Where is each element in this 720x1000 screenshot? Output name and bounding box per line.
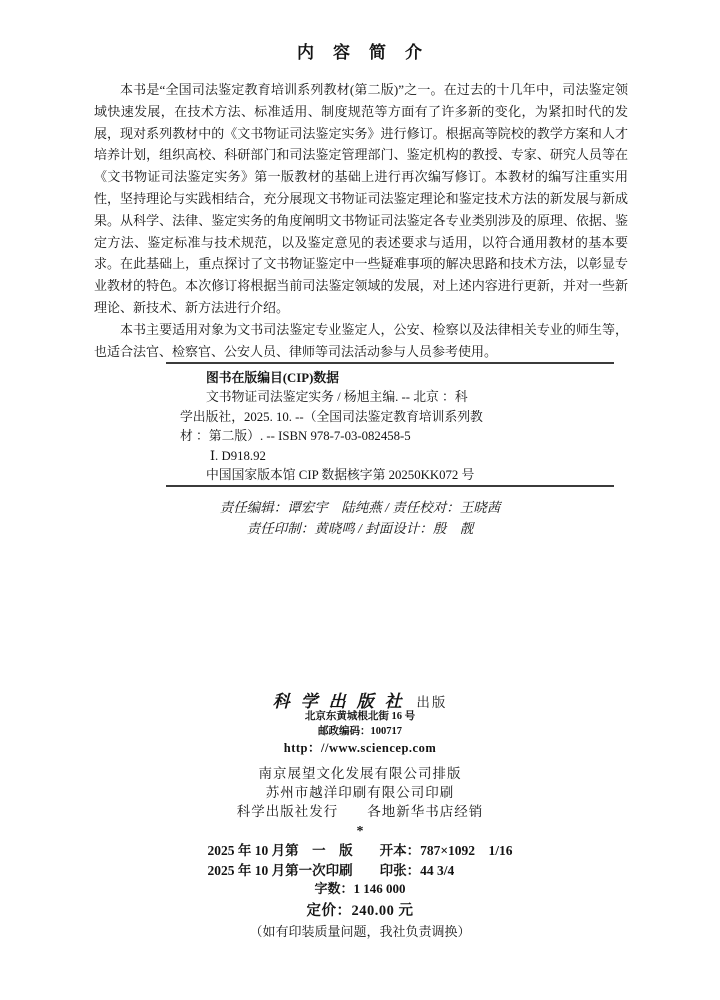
cip-line-isbn: 材 ：第二版）. -- ISBN 978-7-03-082458-5 xyxy=(180,429,411,444)
distributor-line: 科学出版社发行 各地新华书店经销 xyxy=(236,804,484,819)
staff-line-print-design: 责任印制：黄晓鸣 / 封面设计：殷 靓 xyxy=(246,520,474,536)
publisher-logo: 科学出版社 xyxy=(272,692,413,711)
cip-line-record-number: 中国国家版本馆 CIP 数据核字第 20250KK072 号 xyxy=(206,468,475,483)
publisher-postcode: 邮政编码：100717 xyxy=(318,726,402,737)
separator-star: * xyxy=(356,824,364,839)
quality-note-line: （如有印装质量问题，我社负责调换） xyxy=(249,924,471,939)
edition-line: 2025 年 10 月第 一 版 开本：787×1092 1/16 xyxy=(207,843,513,858)
colophon-block xyxy=(0,687,720,942)
production-companies xyxy=(0,764,720,821)
publisher-address: 北京东黄城根北街 16 号 xyxy=(304,711,416,722)
page-title: 内 容 简 介 xyxy=(297,43,423,62)
staff-credits xyxy=(0,498,720,539)
printer-line: 苏州市越洋印刷有限公司印刷 xyxy=(265,785,455,800)
publish-label: 出版 xyxy=(416,695,448,710)
typesetter-line: 南京展望文化发展有限公司排版 xyxy=(258,766,462,781)
intro-paragraph-1: 本书是“全国司法鉴定教育培训系列教材(第二版)”之一。在过去的十几年中，司法鉴定领域快速发展，在技术方法、标准适用、制度规范等方面有了许多新的变化，为紧扣时代的发展，现对系列教材中的《文书物证司法鉴定实务》进行修订。根据高等院校的教学方案和人才培养计划，组织高校、科研部门和司法鉴定管理部门、鉴定机构的教授、专家、研究人员等在《文书物证司法鉴定实务》第一版教材的基础上进行再次编写修订。本教材的编写注重实用性，坚持理论与实践相结合，充分展现文书物证司法鉴定理论和鉴定技术方法的新发展与新成果。从科学、法律、鉴定实务的角度阐明文书物证司法鉴定各专业类别涉及的原理、依据、鉴定方法、鉴定标准与技术规范，以及鉴定意见的表述要求与适用，以符合通用教材的基本要求。在此基础上，重点探讨了文书物证鉴定中一些疑难事项的解决思路和技术方法，以彰显专业教材的特色。本次修订将根据当前司法鉴定领域的发展，对上述内容进行更新，并对一些新理论、新技术、新方法进行介绍。 xyxy=(94,82,628,315)
introduction-block xyxy=(94,79,628,362)
intro-paragraph-2: 本书主要适用对象为文书司法鉴定专业鉴定人，公安、检察以及法律相关专业的师生等，也适合法官、检察官、公安人员、律师等司法活动参与人员参考使用。 xyxy=(94,321,628,359)
cip-line-classification: Ⅰ. D918.92 xyxy=(210,448,266,463)
price-line: 定价：240.00 元 xyxy=(306,903,414,919)
cip-heading: 图书在版编目(CIP)数据 xyxy=(206,371,339,385)
cip-line-publisher: 学出版社，2025. 10. --（全国司法鉴定教育培训系列教 xyxy=(180,409,483,424)
staff-line-editors: 责任编辑：谭宏宇 陆纯燕 / 责任校对：王晓茜 xyxy=(219,500,501,515)
publisher-line xyxy=(0,687,720,709)
word-count-line: 字数：1 146 000 xyxy=(314,881,406,896)
printing-details xyxy=(207,841,512,880)
cip-line-title-author: 文书物证司法鉴定实务 / 杨旭主编. -- 北京 ：科 xyxy=(206,390,468,405)
impression-line: 2025 年 10 月第一次印刷 印张：44 3/4 xyxy=(207,862,455,878)
publisher-website: http：//www.sciencep.com xyxy=(283,741,437,755)
cip-data-block xyxy=(166,362,614,487)
